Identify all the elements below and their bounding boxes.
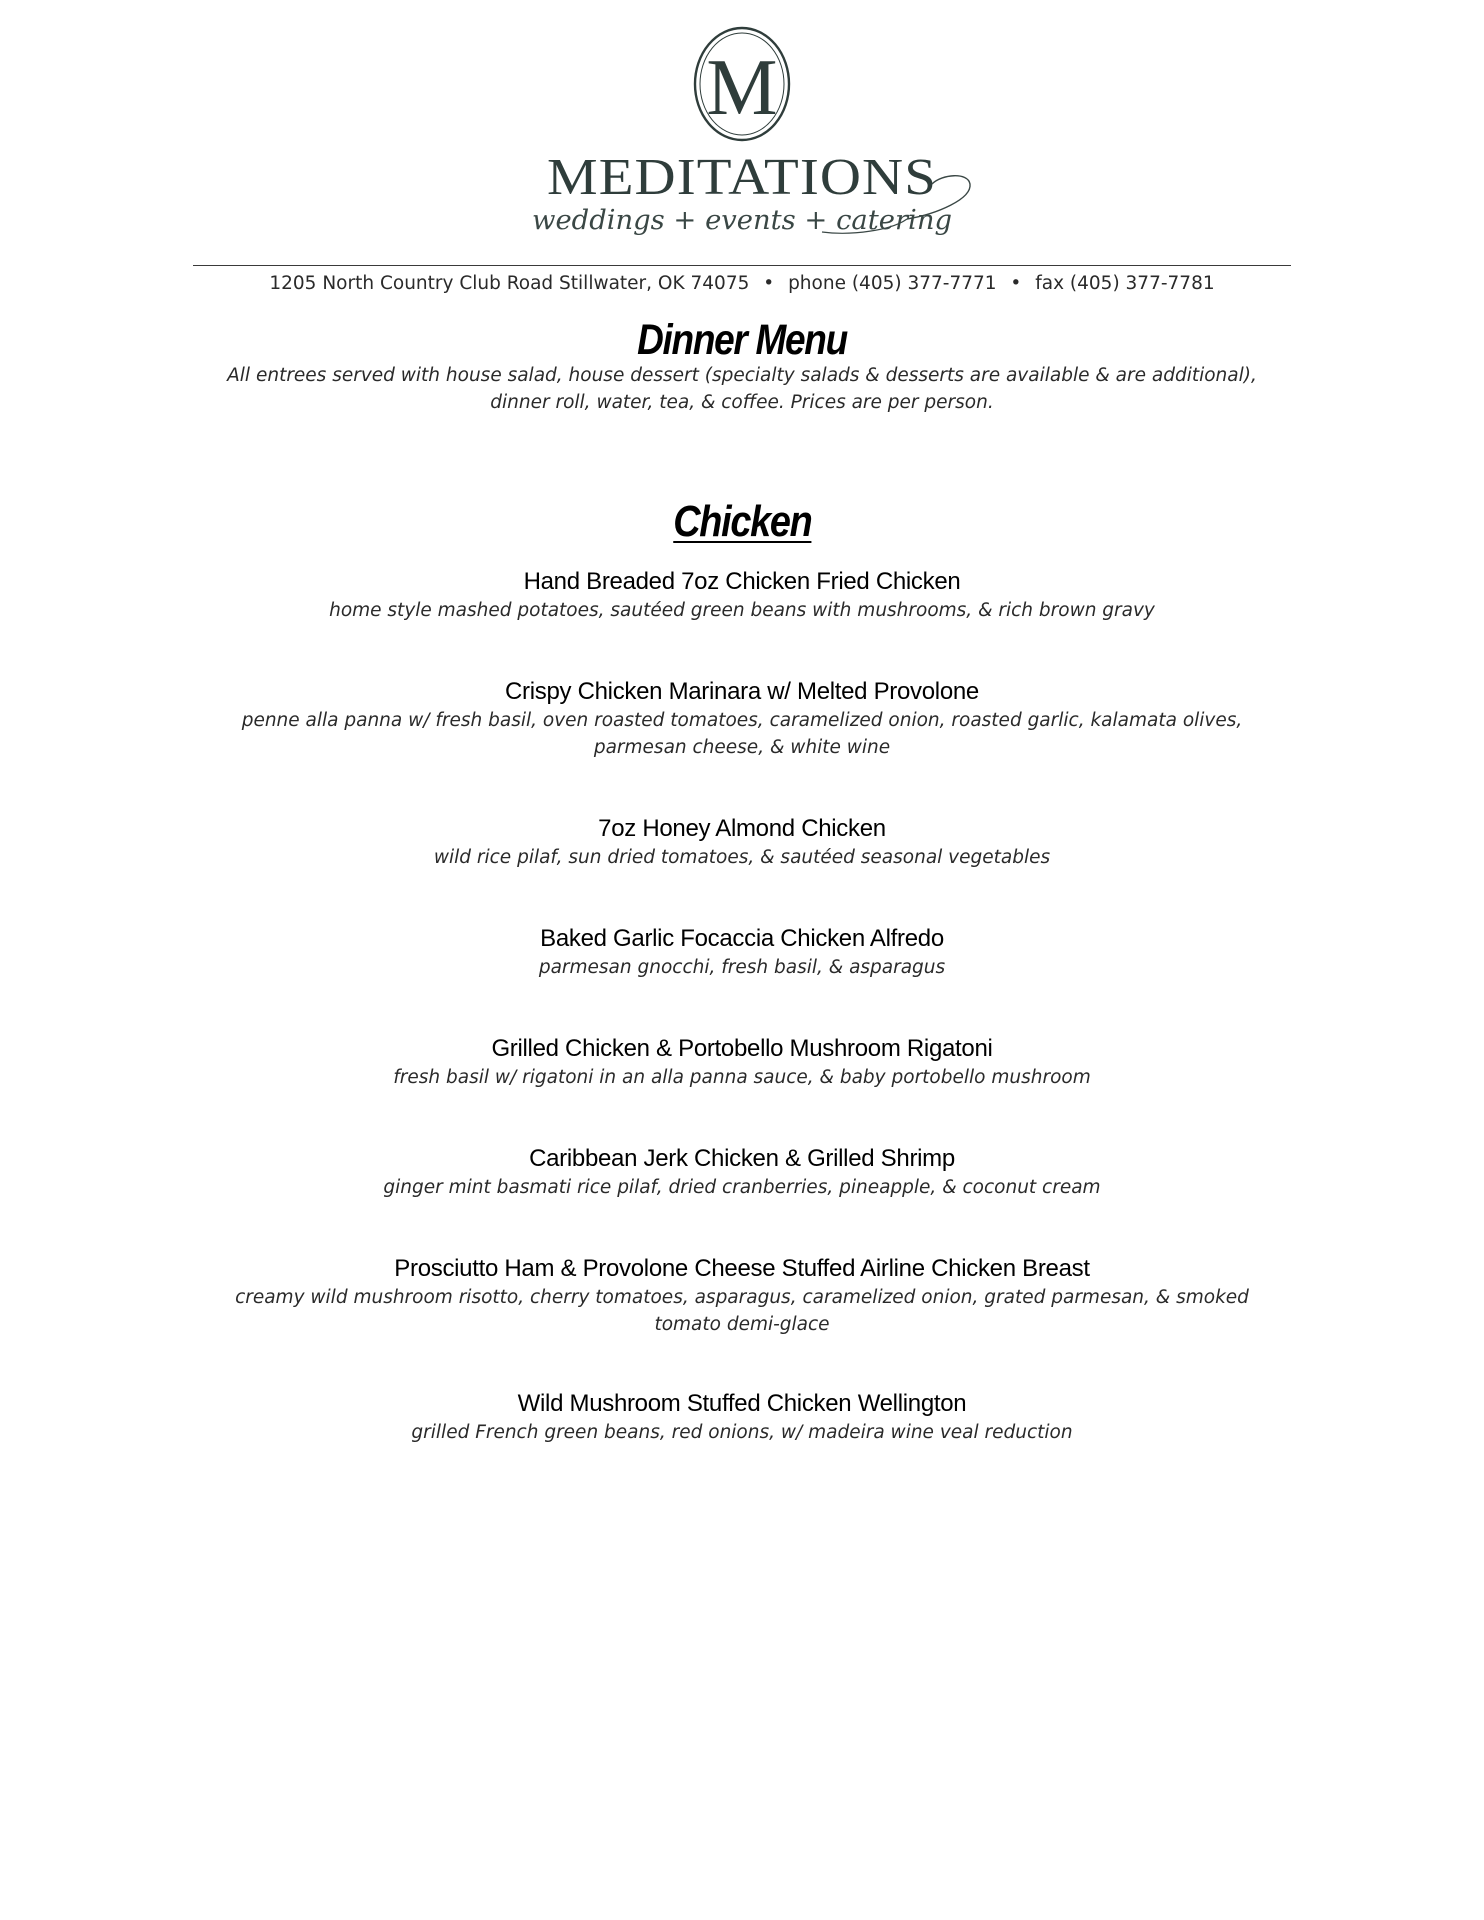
menu-item-name: Crispy Chicken Marinara w/ Melted Provolone: [505, 678, 979, 705]
menu-item-name: Caribbean Jerk Chicken & Grilled Shrimp: [529, 1145, 955, 1172]
logo-wordmark: MEDITATIONS: [547, 149, 937, 206]
contact-separator: •: [1010, 273, 1022, 294]
header-divider: [193, 265, 1291, 266]
contact-separator: •: [763, 273, 775, 294]
menu-item-name: Wild Mushroom Stuffed Chicken Wellington: [517, 1390, 967, 1417]
logo-monogram: M: [706, 44, 778, 132]
section-title: [0, 494, 1484, 550]
menu-item-description: grilled French green beans, red onions, w/ madeira wine veal reduction: [411, 1422, 1073, 1443]
menu-item: [200, 677, 1284, 761]
contact-address: 1205 North Country Club Road Stillwater, OK 74075: [269, 273, 750, 294]
section-title-text: Chicken: [672, 497, 812, 546]
meditations-logo: [492, 24, 992, 254]
menu-item-name: Grilled Chicken & Portobello Mushroom Rigatoni: [491, 1035, 993, 1062]
menu-item-description: wild rice pilaf, sun dried tomatoes, & sautéed seasonal vegetables: [433, 847, 1051, 868]
menu-item-name: Prosciutto Ham & Provolone Cheese Stuffed Airline Chicken Breast: [394, 1255, 1090, 1282]
menu-item-description: home style mashed potatoes, sautéed green beans with mushrooms, & rich brown gravy: [329, 600, 1155, 621]
menu-item-description: ginger mint basmati rice pilaf, dried cranberries, pineapple, & coconut cream: [383, 1177, 1101, 1198]
menu-item: [200, 567, 1284, 624]
menu-item-name: Baked Garlic Focaccia Chicken Alfredo: [540, 925, 944, 952]
logo-tagline: weddings + events + catering: [532, 205, 952, 236]
menu-item: [200, 1034, 1284, 1091]
menu-title: Dinner Menu: [637, 316, 847, 364]
menu-item-description: fresh basil w/ rigatoni in an alla panna sauce, & baby portobello mushroom: [393, 1067, 1091, 1088]
menu-item-name: 7oz Honey Almond Chicken: [598, 815, 886, 842]
menu-item-name: Hand Breaded 7oz Chicken Fried Chicken: [523, 568, 961, 595]
menu-item: [200, 814, 1284, 871]
contact-line: [0, 270, 1484, 298]
menu-item: [200, 1144, 1284, 1201]
menu-item: [200, 924, 1284, 981]
menu-intro: All entrees served with house salad, house dessert (specialty salads & desserts are available & are additional), dinner roll, water, tea, & coffee. Prices are per person.: [227, 365, 1257, 413]
menu-item-description: parmesan gnocchi, fresh basil, & asparagus: [538, 957, 946, 978]
contact-fax: fax (405) 377-7781: [1035, 273, 1215, 294]
menu-item-description: penne alla panna w/ fresh basil, oven roasted tomatoes, caramelized onion, roasted garlic, kalamata olives, parmesan cheese, & white wine: [241, 710, 1243, 758]
menu-item: [200, 1389, 1284, 1446]
menu-item-description: creamy wild mushroom risotto, cherry tomatoes, asparagus, caramelized onion, grated parmesan, & smoked tomato demi-glace: [235, 1287, 1249, 1335]
contact-phone: phone (405) 377-7771: [788, 273, 997, 294]
menu-item: [200, 1254, 1284, 1338]
